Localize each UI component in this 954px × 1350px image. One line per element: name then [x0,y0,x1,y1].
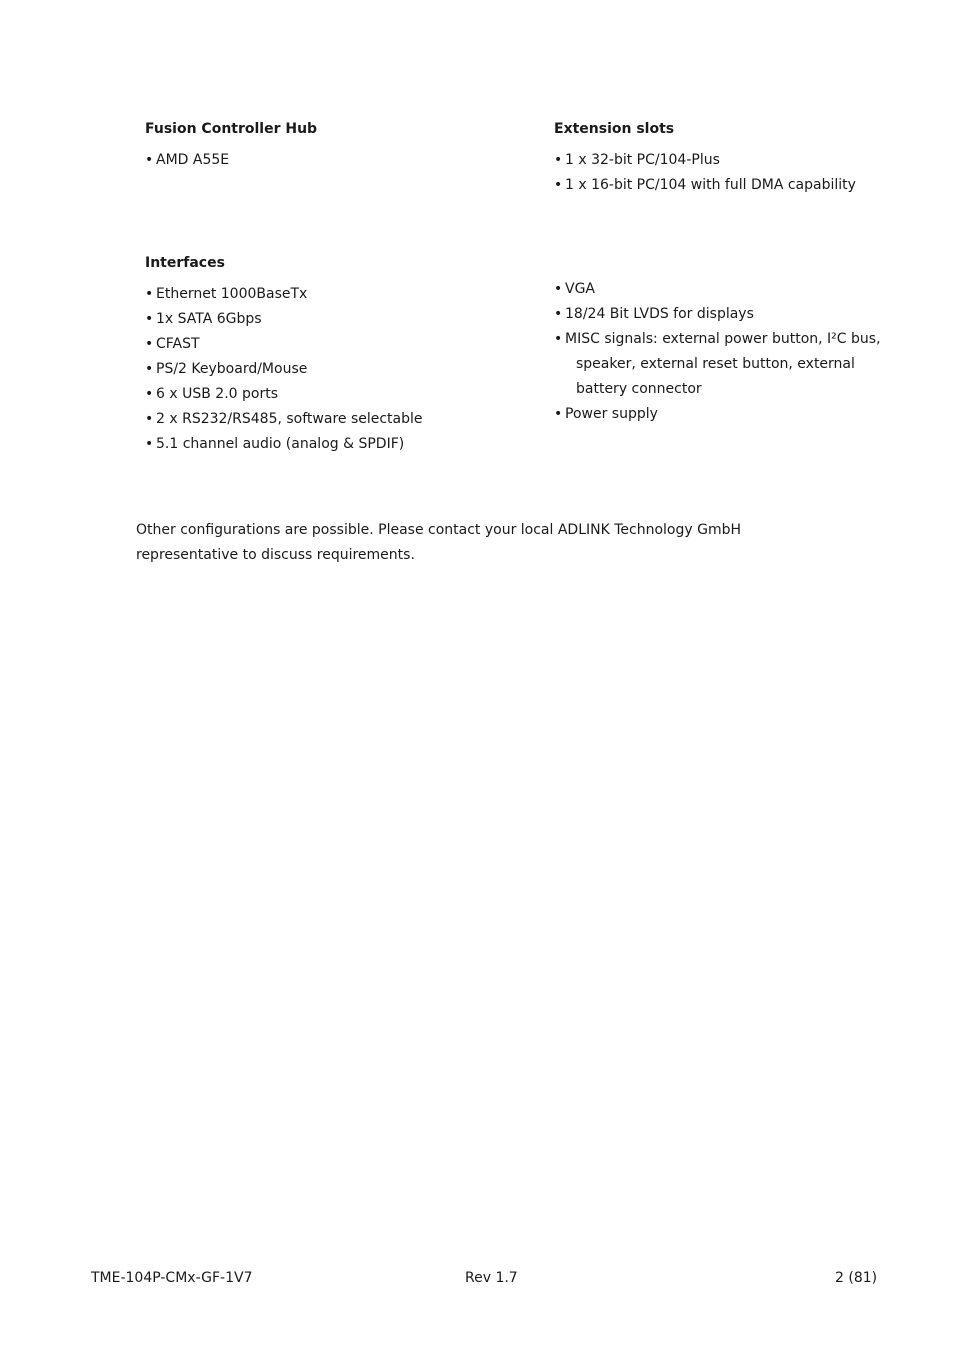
interface-item-misc-cont: speaker, external reset button, external [576,356,855,372]
bullet-icon: • [554,331,563,347]
footer-revision: Rev 1.7 [465,1270,518,1286]
extension-slot-item: • 1 x 32-bit PC/104-Plus [554,148,720,173]
bullet-icon: • [145,436,154,452]
bullet-icon: • [145,411,154,427]
extension-slot-item: • 1 x 16-bit PC/104 with full DMA capability [554,173,856,198]
interface-item: • PS/2 Keyboard/Mouse [145,357,307,382]
bullet-icon: • [554,306,563,322]
bullet-icon: • [554,406,563,422]
bullet-icon: • [145,152,154,168]
interface-item: • 2 x RS232/RS485, software selectable [145,407,423,432]
extension-slots-heading: Extension slots [554,121,675,137]
bullet-icon: • [554,281,563,297]
fusion-hub-heading: Fusion Controller Hub [145,121,318,137]
footer-doc-id: TME-104P-CMx-GF-1V7 [91,1270,253,1286]
interfaces-heading: Interfaces [145,255,225,271]
bullet-icon: • [554,177,563,193]
bullet-icon: • [145,336,154,352]
fusion-hub-item: • AMD A55E [145,148,229,173]
note-line: Other configurations are possible. Please contact your local ADLINK Technology GmbH [136,522,742,538]
interface-item-power: • Power supply [554,402,658,427]
bullet-icon: • [145,361,154,377]
footer-page-number: 2 (81) [835,1270,878,1286]
interface-item: • 1x SATA 6Gbps [145,307,262,332]
interface-item-misc: • MISC signals: external power button, I²C bus, [554,327,881,352]
bullet-icon: • [145,386,154,402]
bullet-icon: • [145,311,154,327]
interface-item: • 5.1 channel audio (analog & SPDIF) [145,432,404,457]
bullet-icon: • [554,152,563,168]
interface-item-vga: • VGA [554,277,595,302]
interface-item-misc-cont: battery connector [576,381,702,397]
note-line: representative to discuss requirements. [136,547,415,563]
interface-item: • CFAST [145,332,200,357]
bullet-icon: • [145,286,154,302]
interface-item: • Ethernet 1000BaseTx [145,282,307,307]
interface-item-lvds: • 18/24 Bit LVDS for displays [554,302,754,327]
interface-item: • 6 x USB 2.0 ports [145,382,278,407]
